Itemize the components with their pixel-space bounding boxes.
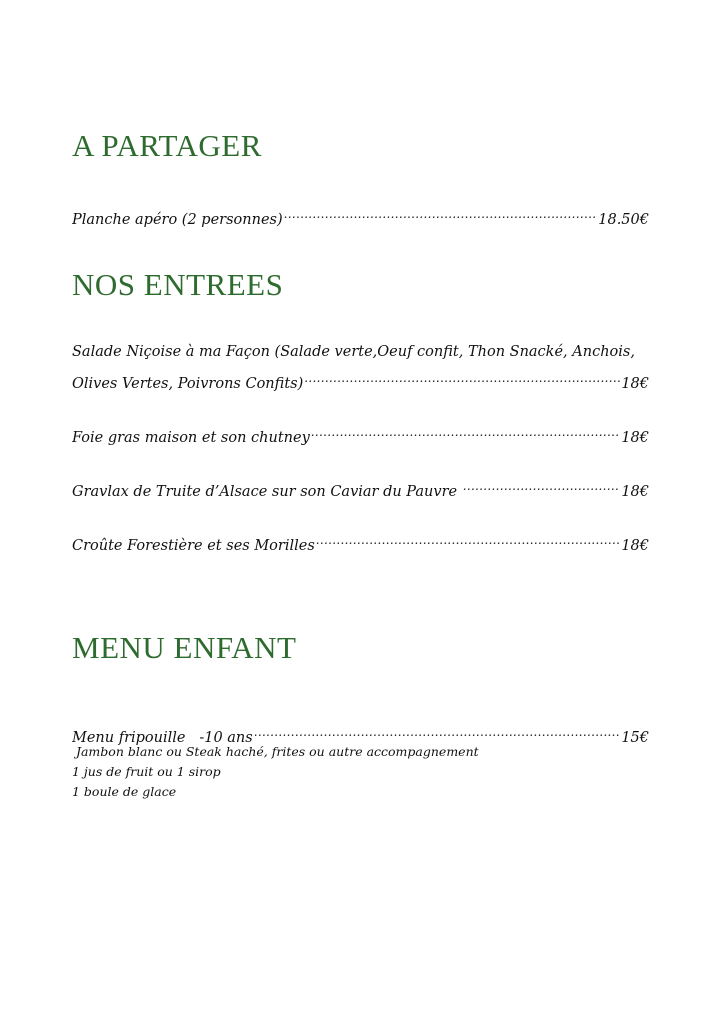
item-price: 18€ xyxy=(621,430,649,446)
menu-enfant-detail: 1 jus de fruit ou 1 sirop xyxy=(72,764,221,779)
menu-item-salade-nicoise xyxy=(72,364,649,396)
item-name: Croûte Forestière et ses Morilles xyxy=(72,538,315,554)
item-name-line-salade-nicoise: Salade Niçoise à ma Façon (Salade verte,Oeuf confit, Thon Snacké, Anchois, xyxy=(72,344,635,360)
item-name: Planche apéro (2 personnes) xyxy=(72,212,283,228)
item-price: 18€ xyxy=(621,484,649,500)
item-name: Olives Vertes, Poivrons Confits) xyxy=(72,376,304,392)
item-name: Gravlax de Truite d’Alsace sur son Caviar du Pauvre xyxy=(72,484,462,500)
dot-leader xyxy=(304,364,620,388)
item-name: Menu fripouille -10 ans xyxy=(72,730,253,746)
dot-leader xyxy=(463,472,621,496)
item-price: 15€ xyxy=(621,730,649,746)
section-title-nos-entrees: NOS ENTREES xyxy=(72,267,284,302)
dot-leader xyxy=(254,718,621,742)
menu-item-foie-gras xyxy=(72,418,649,450)
menu-item-croute-forestiere xyxy=(72,526,649,558)
dot-leader xyxy=(284,200,598,224)
item-name: Foie gras maison et son chutney xyxy=(72,430,310,446)
menu-item-gravlax xyxy=(72,472,649,504)
menu-enfant-detail: 1 boule de glace xyxy=(72,784,177,799)
dot-leader xyxy=(311,418,621,442)
dot-leader xyxy=(316,526,621,550)
item-price: 18.50€ xyxy=(598,212,649,228)
item-price: 18€ xyxy=(621,376,649,392)
section-title-menu-enfant: MENU ENFANT xyxy=(72,630,297,665)
item-price: 18€ xyxy=(621,538,649,554)
menu-item-planche-apero xyxy=(72,200,649,232)
menu-enfant-detail: Jambon blanc ou Steak haché, frites ou autre accompagnement xyxy=(72,744,479,759)
section-title-a-partager: A PARTAGER xyxy=(72,128,262,163)
